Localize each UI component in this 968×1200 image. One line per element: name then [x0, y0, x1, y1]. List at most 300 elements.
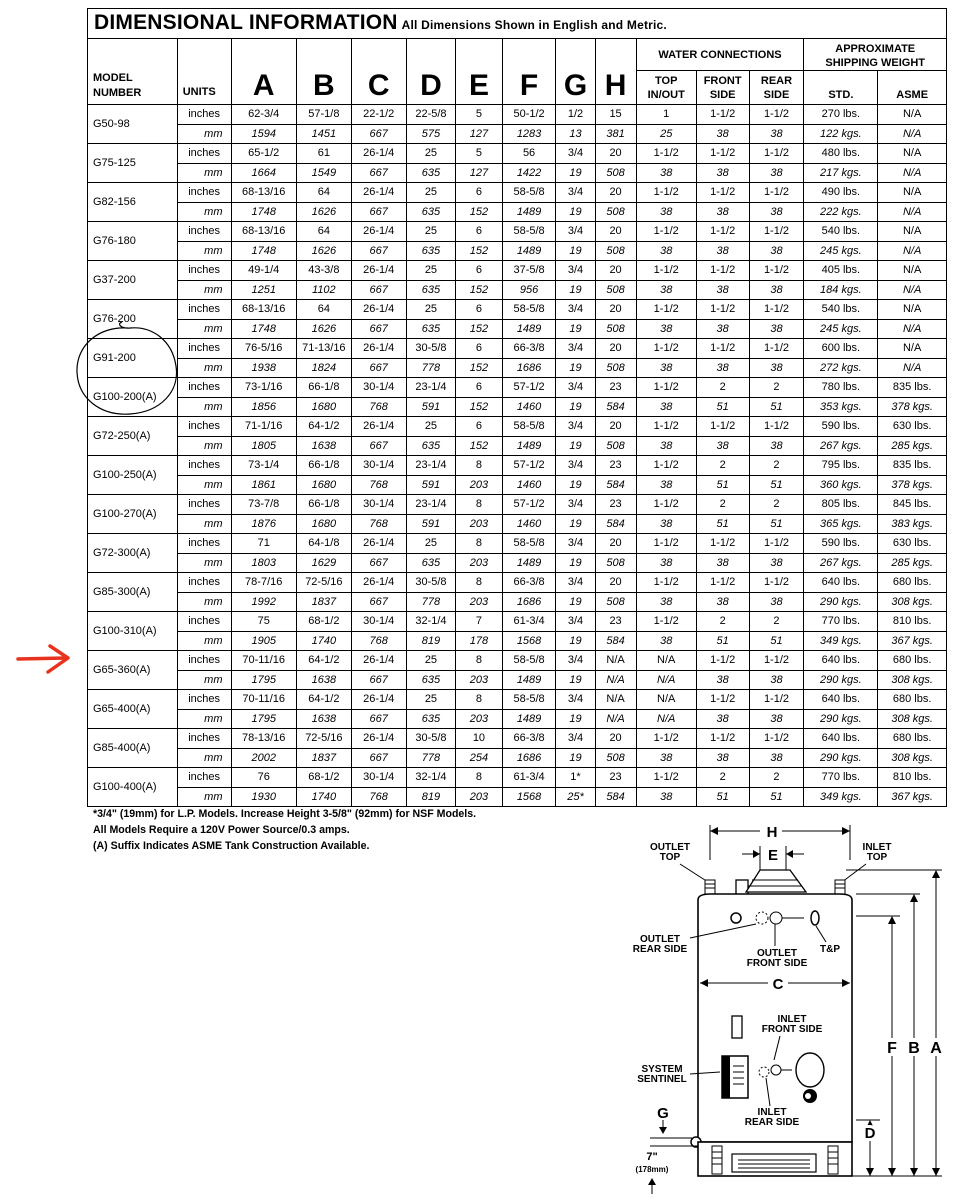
value-cell: N/A [595, 709, 636, 729]
value-cell: 591 [406, 397, 456, 417]
value-cell: 38 [636, 475, 696, 495]
value-cell: 38 [749, 358, 804, 378]
value-cell: 770 lbs. [804, 768, 878, 788]
value-cell: 591 [406, 514, 456, 534]
value-cell: 1283 [502, 124, 556, 144]
value-cell: 254 [456, 748, 502, 768]
units-cell: mm [177, 358, 231, 378]
value-cell: 1-1/2 [696, 222, 749, 242]
value-cell: 51 [696, 514, 749, 534]
model-number-cell: G82-156 [88, 183, 178, 222]
value-cell: 38 [636, 514, 696, 534]
title-bar [87, 8, 947, 39]
value-cell: 66-3/8 [502, 339, 556, 359]
value-cell: 3/4 [556, 300, 595, 320]
value-cell: 71-1/16 [231, 417, 296, 437]
value-cell: 38 [696, 319, 749, 339]
value-cell: 405 lbs. [804, 261, 878, 281]
value-cell: 1-1/2 [696, 105, 749, 125]
value-cell: 3/4 [556, 495, 595, 515]
value-cell: 65-1/2 [231, 144, 296, 164]
value-cell: 1489 [502, 202, 556, 222]
value-cell: 32-1/4 [406, 612, 456, 632]
value-cell: 1748 [231, 202, 296, 222]
units-cell: inches [177, 612, 231, 632]
value-cell: 308 kgs. [878, 670, 947, 690]
units-cell: mm [177, 280, 231, 300]
value-cell: 38 [749, 670, 804, 690]
value-cell: 51 [696, 787, 749, 807]
value-cell: 38 [749, 553, 804, 573]
units-cell: mm [177, 163, 231, 183]
value-cell: 68-1/2 [296, 612, 351, 632]
value-cell: 270 lbs. [804, 105, 878, 125]
value-cell: 61 [296, 144, 351, 164]
value-cell: 178 [456, 631, 502, 651]
value-cell: 667 [351, 709, 406, 729]
value-cell: 1-1/2 [749, 534, 804, 554]
value-cell: 1638 [296, 709, 351, 729]
outlet-top-label-2: TOP [659, 852, 681, 863]
value-cell: 57-1/8 [296, 105, 351, 125]
inlet-rear-label-2: REAR SIDE [744, 1117, 800, 1128]
value-cell: 56 [502, 144, 556, 164]
value-cell: 68-13/16 [231, 222, 296, 242]
value-cell: 38 [696, 670, 749, 690]
value-cell: 1938 [231, 358, 296, 378]
units-cell: inches [177, 690, 231, 710]
table-row [88, 553, 947, 573]
value-cell: 20 [595, 729, 636, 749]
value-cell: 3/4 [556, 144, 595, 164]
value-cell: 23 [595, 768, 636, 788]
value-cell: 1-1/2 [636, 612, 696, 632]
value-cell: 1489 [502, 436, 556, 456]
value-cell: 23-1/4 [406, 495, 456, 515]
value-cell: 38 [696, 163, 749, 183]
page-subtitle: All Dimensions Shown in English and Metric. [401, 18, 667, 32]
value-cell: 51 [749, 475, 804, 495]
value-cell: 38 [749, 319, 804, 339]
dim-a-label: A [930, 1040, 942, 1057]
value-cell: 26-1/4 [351, 261, 406, 281]
value-cell: 15 [595, 105, 636, 125]
value-cell: 1748 [231, 319, 296, 339]
value-cell: 25 [406, 183, 456, 203]
value-cell: 680 lbs. [878, 690, 947, 710]
units-cell: inches [177, 456, 231, 476]
value-cell: 1638 [296, 436, 351, 456]
value-cell: 68-13/16 [231, 300, 296, 320]
value-cell: 1795 [231, 709, 296, 729]
value-cell: 30-5/8 [406, 729, 456, 749]
units-cell: inches [177, 417, 231, 437]
value-cell: 8 [456, 651, 502, 671]
model-number-cell: G100-400(A) [88, 768, 178, 807]
value-cell: 1626 [296, 202, 351, 222]
value-cell: 32-1/4 [406, 768, 456, 788]
value-cell: 38 [749, 280, 804, 300]
value-cell: 1489 [502, 319, 556, 339]
value-cell: 58-5/8 [502, 183, 556, 203]
value-cell: 20 [595, 183, 636, 203]
header-model: MODEL NUMBER [88, 39, 178, 105]
header-dim-e: E [456, 39, 502, 105]
value-cell: 635 [406, 436, 456, 456]
value-cell: 1837 [296, 592, 351, 612]
value-cell: 667 [351, 319, 406, 339]
header-water-connections: WATER CONNECTIONS [636, 39, 804, 71]
value-cell: 5 [456, 144, 502, 164]
model-number-cell: G100-270(A) [88, 495, 178, 534]
value-cell: 8 [456, 495, 502, 515]
units-cell: mm [177, 709, 231, 729]
table-row [88, 280, 947, 300]
value-cell: 810 lbs. [878, 612, 947, 632]
value-cell: 25 [406, 222, 456, 242]
value-cell: 38 [636, 241, 696, 261]
model-number-cell: G76-180 [88, 222, 178, 261]
value-cell: 1-1/2 [749, 573, 804, 593]
value-cell: 38 [696, 241, 749, 261]
dimension-sheet [87, 38, 947, 807]
value-cell: 508 [595, 358, 636, 378]
value-cell: 778 [406, 592, 456, 612]
value-cell: 26-1/4 [351, 144, 406, 164]
value-cell: 1-1/2 [636, 222, 696, 242]
table-row [88, 514, 947, 534]
value-cell: 1-1/2 [696, 651, 749, 671]
inlet-top-label-2: TOP [866, 852, 888, 863]
value-cell: 360 kgs. [804, 475, 878, 495]
value-cell: 8 [456, 456, 502, 476]
value-cell: 19 [556, 397, 595, 417]
table-header [88, 39, 947, 105]
value-cell: 51 [749, 787, 804, 807]
model-number-cell: G72-300(A) [88, 534, 178, 573]
value-cell: 584 [595, 631, 636, 651]
value-cell: 152 [456, 358, 502, 378]
annotation-arrow [14, 640, 74, 680]
value-cell: 26-1/4 [351, 183, 406, 203]
value-cell: 667 [351, 670, 406, 690]
value-cell: 66-3/8 [502, 573, 556, 593]
value-cell: 152 [456, 436, 502, 456]
value-cell: 1626 [296, 241, 351, 261]
value-cell: 38 [749, 748, 804, 768]
units-cell: inches [177, 339, 231, 359]
units-cell: inches [177, 378, 231, 398]
value-cell: N/A [878, 163, 947, 183]
inlet-front-label-1: INLET [777, 1014, 807, 1025]
value-cell: 630 lbs. [878, 534, 947, 554]
value-cell: 8 [456, 534, 502, 554]
value-cell: 38 [636, 592, 696, 612]
value-cell: 819 [406, 787, 456, 807]
outlet-rear-label-2: REAR SIDE [632, 944, 688, 955]
model-number-cell: G100-310(A) [88, 612, 178, 651]
footnote-asme: (A) Suffix Indicates ASME Tank Construction Available. [93, 840, 370, 852]
value-cell: 1805 [231, 436, 296, 456]
value-cell: 1422 [502, 163, 556, 183]
units-cell: inches [177, 183, 231, 203]
value-cell: 780 lbs. [804, 378, 878, 398]
value-cell: 770 lbs. [804, 612, 878, 632]
value-cell: 2 [749, 456, 804, 476]
value-cell: 1-1/2 [636, 144, 696, 164]
value-cell: 1740 [296, 787, 351, 807]
value-cell: 20 [595, 573, 636, 593]
header-front-side: FRONT SIDE [696, 71, 749, 105]
table-row [88, 241, 947, 261]
value-cell: 381 [595, 124, 636, 144]
value-cell: 2002 [231, 748, 296, 768]
value-cell: 38 [696, 280, 749, 300]
value-cell: 38 [636, 553, 696, 573]
value-cell: 575 [406, 124, 456, 144]
value-cell: 667 [351, 436, 406, 456]
seven-inch-label: 7" [646, 1151, 658, 1163]
value-cell: 25 [406, 690, 456, 710]
value-cell: 1460 [502, 514, 556, 534]
value-cell: 680 lbs. [878, 573, 947, 593]
value-cell: 290 kgs. [804, 748, 878, 768]
value-cell: 508 [595, 241, 636, 261]
table-row [88, 651, 947, 671]
value-cell: 805 lbs. [804, 495, 878, 515]
value-cell: 38 [636, 631, 696, 651]
header-units: UNITS [177, 39, 231, 105]
value-cell: 19 [556, 553, 595, 573]
units-cell: mm [177, 748, 231, 768]
units-cell: inches [177, 651, 231, 671]
value-cell: 38 [696, 709, 749, 729]
value-cell: N/A [595, 651, 636, 671]
value-cell: 30-1/4 [351, 612, 406, 632]
value-cell: 25 [406, 534, 456, 554]
value-cell: 795 lbs. [804, 456, 878, 476]
value-cell: 203 [456, 514, 502, 534]
value-cell: 3/4 [556, 534, 595, 554]
model-number-cell: G91-200 [88, 339, 178, 378]
table-row [88, 787, 947, 807]
value-cell: N/A [878, 339, 947, 359]
header-dim-f: F [502, 39, 556, 105]
value-cell: 290 kgs. [804, 670, 878, 690]
dim-c-label: C [772, 976, 784, 993]
value-cell: 1-1/2 [696, 339, 749, 359]
value-cell: 73-1/16 [231, 378, 296, 398]
value-cell: 127 [456, 163, 502, 183]
value-cell: 78-13/16 [231, 729, 296, 749]
value-cell: 1-1/2 [749, 417, 804, 437]
value-cell: 51 [696, 397, 749, 417]
value-cell: 508 [595, 202, 636, 222]
value-cell: 1837 [296, 748, 351, 768]
water-heater-diagram [620, 820, 960, 1195]
units-cell: mm [177, 670, 231, 690]
value-cell: 3/4 [556, 456, 595, 476]
units-cell: inches [177, 105, 231, 125]
value-cell: 1568 [502, 787, 556, 807]
value-cell: N/A [878, 261, 947, 281]
value-cell: 38 [696, 748, 749, 768]
value-cell: 19 [556, 319, 595, 339]
header-dim-b: B [296, 39, 351, 105]
units-cell: inches [177, 534, 231, 554]
value-cell: 25 [406, 417, 456, 437]
value-cell: 38 [636, 319, 696, 339]
value-cell: 61-3/4 [502, 612, 556, 632]
value-cell: 30-1/4 [351, 495, 406, 515]
value-cell: 768 [351, 397, 406, 417]
value-cell: 1460 [502, 397, 556, 417]
header-dim-h: H [595, 39, 636, 105]
value-cell: 1680 [296, 514, 351, 534]
units-cell: inches [177, 222, 231, 242]
table-row [88, 300, 947, 320]
value-cell: 38 [696, 124, 749, 144]
value-cell: 245 kgs. [804, 319, 878, 339]
table-row [88, 319, 947, 339]
value-cell: 508 [595, 748, 636, 768]
value-cell: 1-1/2 [749, 729, 804, 749]
value-cell: 667 [351, 592, 406, 612]
units-cell: mm [177, 787, 231, 807]
value-cell: 23 [595, 456, 636, 476]
value-cell: N/A [878, 358, 947, 378]
value-cell: 590 lbs. [804, 534, 878, 554]
value-cell: 630 lbs. [878, 417, 947, 437]
value-cell: 3/4 [556, 690, 595, 710]
value-cell: 778 [406, 748, 456, 768]
units-cell: inches [177, 768, 231, 788]
value-cell: 1-1/2 [636, 573, 696, 593]
value-cell: 308 kgs. [878, 709, 947, 729]
value-cell: 19 [556, 280, 595, 300]
value-cell: 61-3/4 [502, 768, 556, 788]
value-cell: 680 lbs. [878, 729, 947, 749]
value-cell: 1626 [296, 319, 351, 339]
value-cell: 285 kgs. [878, 436, 947, 456]
value-cell: 540 lbs. [804, 222, 878, 242]
value-cell: 508 [595, 280, 636, 300]
value-cell: 3/4 [556, 573, 595, 593]
value-cell: 64-1/2 [296, 651, 351, 671]
value-cell: N/A [878, 202, 947, 222]
value-cell: 20 [595, 222, 636, 242]
value-cell: 26-1/4 [351, 417, 406, 437]
value-cell: 72-5/16 [296, 573, 351, 593]
value-cell: 640 lbs. [804, 729, 878, 749]
dim-h-label: H [766, 824, 778, 841]
value-cell: 1/2 [556, 105, 595, 125]
value-cell: 19 [556, 592, 595, 612]
dim-g-label: G [657, 1105, 669, 1122]
model-number-cell: G85-400(A) [88, 729, 178, 768]
value-cell: 13 [556, 124, 595, 144]
value-cell: 635 [406, 202, 456, 222]
value-cell: 127 [456, 124, 502, 144]
value-cell: 267 kgs. [804, 553, 878, 573]
value-cell: 1-1/2 [749, 339, 804, 359]
value-cell: 30-5/8 [406, 339, 456, 359]
value-cell: N/A [878, 319, 947, 339]
table-row [88, 222, 947, 242]
value-cell: 26-1/4 [351, 339, 406, 359]
value-cell: 152 [456, 241, 502, 261]
value-cell: 1-1/2 [749, 183, 804, 203]
footnotes [93, 806, 476, 854]
units-cell: inches [177, 729, 231, 749]
value-cell: 38 [749, 124, 804, 144]
value-cell: N/A [595, 690, 636, 710]
value-cell: 38 [749, 436, 804, 456]
value-cell: 26-1/4 [351, 690, 406, 710]
value-cell: 584 [595, 397, 636, 417]
table-row [88, 436, 947, 456]
value-cell: 3/4 [556, 183, 595, 203]
value-cell: 1-1/2 [636, 768, 696, 788]
value-cell: 38 [749, 241, 804, 261]
value-cell: 6 [456, 300, 502, 320]
value-cell: 635 [406, 319, 456, 339]
value-cell: 245 kgs. [804, 241, 878, 261]
model-number-cell: G75-125 [88, 144, 178, 183]
system-sentinel-label-2: SENTINEL [637, 1074, 687, 1085]
value-cell: 8 [456, 690, 502, 710]
value-cell: 1-1/2 [696, 144, 749, 164]
value-cell: 58-5/8 [502, 651, 556, 671]
value-cell: 1-1/2 [636, 456, 696, 476]
value-cell: 667 [351, 124, 406, 144]
value-cell: 3/4 [556, 339, 595, 359]
value-cell: 1680 [296, 475, 351, 495]
value-cell: 73-1/4 [231, 456, 296, 476]
value-cell: 1629 [296, 553, 351, 573]
value-cell: 1856 [231, 397, 296, 417]
value-cell: 23 [595, 495, 636, 515]
value-cell: 25 [406, 300, 456, 320]
table-row [88, 709, 947, 729]
value-cell: 635 [406, 709, 456, 729]
table-row [88, 202, 947, 222]
value-cell: 19 [556, 202, 595, 222]
value-cell: 51 [696, 475, 749, 495]
value-cell: 667 [351, 748, 406, 768]
header-dim-c: C [351, 39, 406, 105]
value-cell: 1-1/2 [636, 417, 696, 437]
value-cell: 1549 [296, 163, 351, 183]
value-cell: 72-5/16 [296, 729, 351, 749]
value-cell: 222 kgs. [804, 202, 878, 222]
value-cell: 19 [556, 475, 595, 495]
value-cell: 37-5/8 [502, 261, 556, 281]
value-cell: 3/4 [556, 378, 595, 398]
annotation-circle [70, 320, 185, 420]
value-cell: 66-3/8 [502, 729, 556, 749]
value-cell: 38 [636, 787, 696, 807]
value-cell: 26-1/4 [351, 573, 406, 593]
units-cell: inches [177, 573, 231, 593]
value-cell: 1-1/2 [749, 261, 804, 281]
model-number-cell: G76-200 [88, 300, 178, 339]
value-cell: 1451 [296, 124, 351, 144]
value-cell: 3/4 [556, 729, 595, 749]
value-cell: 365 kgs. [804, 514, 878, 534]
table-row [88, 417, 947, 437]
value-cell: 38 [749, 202, 804, 222]
